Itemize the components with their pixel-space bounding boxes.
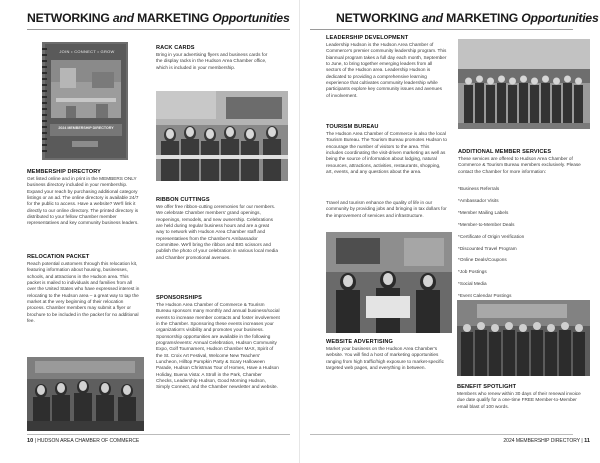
right-page-footer [503,438,590,444]
award-presentation-photo [326,232,452,333]
page-number-right: 11 [584,438,590,444]
ribbon-cuttings-body: We offer free ribbon-cutting ceremonies for our members. We celebrate Chamber members' grand openings, reopenings, remodels, and new ownership. Celebrations are held during regular business hours and are a great way to network with Hudson Area Chamber staff and representatives from the Chamber's Ambassador Committee. We'll bring the ribbon and BIG scissors and publish the photo of your celebration in various local media and Chamber promotional avenues. [156,204,278,260]
directory-cover-image [42,42,128,160]
website-advertising-body: Market your business on the Hudson Area Chamber's website. You will find a host of marketing opportunities ranging from high traffic/high exposure to market-specific targeted web pages, and everything in between. [326,346,444,371]
ribbon-cutting-photo [156,91,288,181]
right-page [300,0,600,463]
header-word-2: and [112,11,134,25]
cover-title: 2024 MEMBERSHIP DIRECTORY [58,126,114,130]
sponsorships-body: The Hudson Area Chamber of Commerce & Tourism Bureau sponsors many monthly and annual business/social events to increase member contacts and foster involvement in the Chamber. Sponsoring these events increases your organization's visibility and promotes your business. Sponsorship opportunities are available in the following programs/events: Annual Celebration, Hudson Community Expo, Golf Tournament, Hudson Chamber MAX, Spirit of the St. Croix Art Festival, Welcome New Teachers' Luncheon, Hilltop Pumpkin Party & Scary Halloween Parade, Hudson Christmas Tour of Homes, Have a Hudson Holiday, Buena Vista: A Stroll in the Park, Chamber Checks, Leadership Hudson, Good Morning Hudson, Simply Connect, and the Chamber newsletter and website. [156,302,280,390]
header-word-2: and [421,11,443,25]
footer-rule [27,434,290,435]
page-number-left: 10 [27,438,34,444]
header-word-1: NETWORKING [27,11,113,25]
tourism-bureau-title: TOURISM BUREAU [326,124,379,130]
tourism-bureau-body-2: Travel and tourism enhance the quality of life in our community by providing jobs and bringing in tax dollars for the improvement of services and infrastructure. [326,200,447,218]
tourism-bureau-body-1: The Hudson Area Chamber of Commerce is also the local Tourism Bureau. The Tourism Bureau promotes Hudson to encourage the number of visitors to the area. This includes coordinating the visit-driven marketing as well as being the source of information about lodging, natural resources, attractions, activities, restaurants, shopping, art, events, and any questions about the area. [326,131,447,175]
header-word-3: MARKETING [133,11,213,25]
list-item: *Member Mailing Labels [458,209,509,215]
header-word-4: Opportunities [521,11,599,25]
header-rule [27,29,290,30]
website-advertising-title: WEBSITE ADVERTISING [326,339,393,345]
right-page-header [336,11,599,25]
leadership-development-title: LEADERSHIP DEVELOPMENT [326,35,409,41]
benefit-spotlight-body: Members who renew within 30 days of their renewal invoice due date qualify for a one-time FREE Member-to-Member email blast of 100 words. [457,391,581,409]
list-item: *Online Deals/Coupons [458,257,507,263]
list-item: *Certificate of Origin Verification [458,233,525,239]
header-word-3: MARKETING [442,11,522,25]
list-item: *Event Calendar Postings [458,293,512,299]
relocation-packet-title: RELOCATION PACKET [27,254,90,260]
footer-left-text: | HUDSON AREA CHAMBER OF COMMERCE [33,438,140,444]
list-item: *Discounted Travel Program [458,245,517,251]
footer-right-text: 2024 MEMBERSHIP DIRECTORY | [503,438,585,444]
additional-services-intro: These services are offered to Hudson Area Chamber of Commerce & Tourism Bureau members exclusively. Please contact the Chamber for more information: [458,156,581,174]
cover-tagline: JOIN • CONNECT • GROW [59,49,115,54]
footer-rule [310,434,573,435]
header-rule [310,29,573,30]
header-word-1: NETWORKING [336,11,422,25]
additional-services-list [458,183,581,302]
membership-directory-title: MEMBERSHIP DIRECTORY [27,169,102,175]
benefit-spotlight-title: BENEFIT SPOTLIGHT [457,384,517,390]
left-page-header [27,11,290,25]
leadership-development-body: Leadership Hudson is the Hudson Area Chamber of Commerce's premier community leadership program. This biannual program takes a full day each month, September to June, to bring together emerging leaders from all sectors of the Hudson area. Leadership Hudson is dedicated to providing a comprehensive learning experience that cultivates community leadership while participants explore key community issues and avenues of involvement. [326,42,447,98]
leadership-group-photo [458,39,590,129]
list-item: *Ambassador Visits [458,197,499,203]
rack-cards-body: Bring in your advertising flyers and business cards for the display racks in the Hudson Area Chamber office, which is included in your membership. [156,52,268,70]
left-page-footer [27,438,139,444]
relocation-packet-body: Reach potential customers through this relocation kit, featuring information about housing, businesses, schools, and attractions in the Hudson area. This packet is mailed to individuals and families from all over the United States who have expressed interest in relocating to the Hudson area – a great way to tap the market at the very beginning of their relocation process. Chamber members may submit a flyer or brochure to be included in the packet for no additional fee. [27,261,140,324]
list-item: *Member-to-Member Deals [458,221,515,227]
list-item: *Business Referrals [458,186,500,191]
list-item: *Job Postings [458,269,487,275]
event-crowd-photo [457,300,590,376]
membership-directory-body: Get listed online and in print in the MEMBERS ONLY business directory included in your membership. Expand your reach by purchasing additional category listings or an ad. The online directory is available 24/7 for the public to access. Have a website? We'll link it directly to our online directory. The printed directory is distributed to your fellow Chamber member representatives and key community business leaders. [27,176,139,226]
header-word-4: Opportunities [212,11,290,25]
rack-cards-title: RACK CARDS [156,45,195,51]
ribbon-cuttings-title: RIBBON CUTTINGS [156,197,210,203]
additional-services-title: ADDITIONAL MEMBER SERVICES [458,149,552,155]
event-group-photo [27,357,144,431]
list-item: *Social Media [458,281,487,287]
sponsorships-title: SPONSORSHIPS [156,295,202,301]
